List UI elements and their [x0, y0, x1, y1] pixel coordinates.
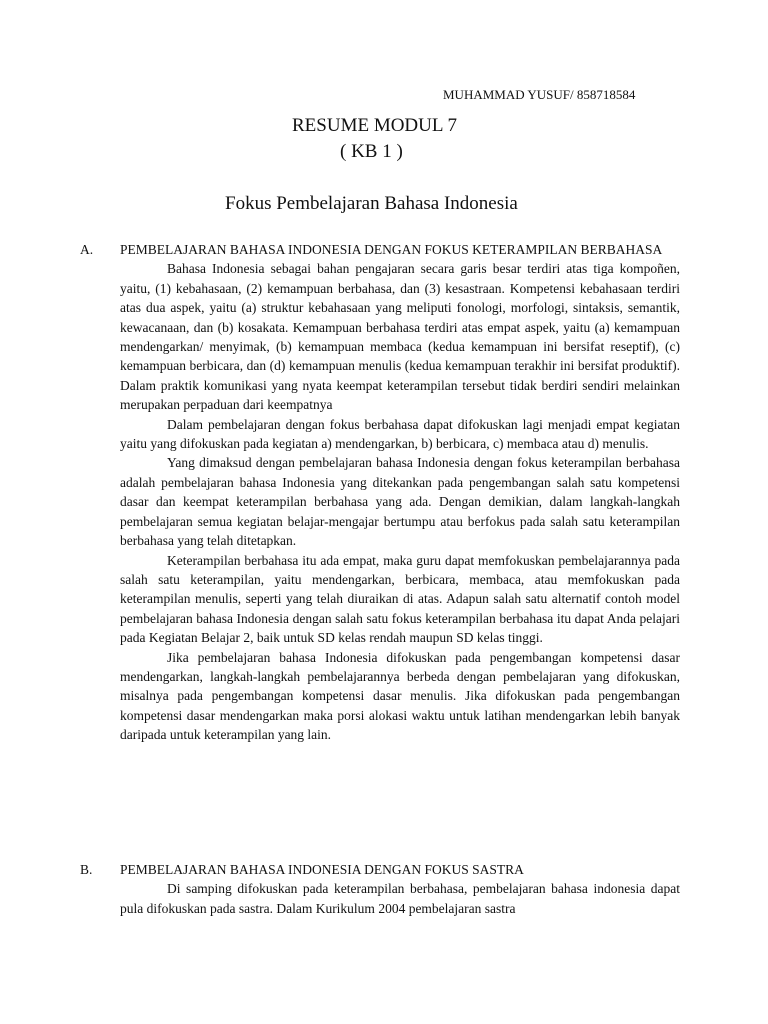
section-heading-text: PEMBELAJARAN BAHASA INDONESIA DENGAN FOKUS KETERAMPILAN BERBAHASA	[120, 242, 663, 257]
paragraph: Di samping difokuskan pada keterampilan berbahasa, pembelajaran bahasa indonesia dapat pula difokuskan pada sastra. Dalam Kurikulum 2004 pembelajaran sastra	[120, 881, 680, 916]
paragraph: Bahasa Indonesia sebagai bahan pengajaran secara garis besar terdiri atas tiga kompoñen, yaitu, (1) kebahasaan, (2) kemampuan berbahasa, dan (3) kesastraan. Kompetensi kebahasaan terdiri atas dua aspek, yaitu (a) struktur kebahasaan yang meliputi fonologi, morfologi, sintaksis, semantik, kewacanaan, dan (b) kosakata. Kemampuan berbahasa terdiri atas empat aspek, yaitu (a) kemampuan mendengarkan/ menyimak, (b) kemampuan membaca (kedua kemampuan ini bersifat reseptif), (c) kemampuan berbicara, dan (d) kemampuan menulis (kedua kemampuan terakhir ini bersifat produktif). Dalam praktik komunikasi yang nyata keempat keterampilan tersebut tidak berdiri sendiri melainkan merupakan perpaduan dari keempatnya	[120, 261, 680, 413]
section-letter: B.	[80, 862, 93, 877]
document-subtitle: ( KB 1 )	[340, 141, 403, 162]
paragraph: Dalam pembelajaran dengan fokus berbahasa dapat difokuskan lagi menjadi empat kegiatan yaitu yang difokuskan pada kegiatan a) mendengarkan, b) berbicara, c) membaca atau d) menulis.	[120, 416, 680, 452]
paragraph: Yang dimaksud dengan pembelajaran bahasa Indonesia dengan fokus keterampilan berbahasa adalah pembelajaran bahasa Indonesia yang ditekankan pada pengembangan salah satu kompetensi dasar dan keempat keterampilan berbahasa yang ada. Dengan demikian, dalam langkah-langkah pembelajaran semua kegiatan belajar-mengajar bertumpu atau berfokus pada salah satu keterampilan berbahasa yang telah ditetapkan.	[120, 455, 680, 549]
topic-heading: Fokus Pembelajaran Bahasa Indonesia	[225, 193, 518, 214]
author-line: MUHAMMAD YUSUF/ 858718584	[443, 87, 636, 102]
section-a	[80, 240, 680, 745]
section-heading-text: PEMBELAJARAN BAHASA INDONESIA DENGAN FOKUS SASTRA	[120, 862, 524, 877]
section-letter: A.	[80, 242, 94, 257]
document-title: RESUME MODUL 7	[292, 115, 458, 136]
section-b	[80, 860, 680, 918]
paragraph: Keterampilan berbahasa itu ada empat, maka guru dapat memfokuskan pembelajarannya pada salah satu keterampilan, yaitu mendengarkan, berbicara, membaca, atau memfokuskan pada keterampilan menulis, seperti yang telah diuraikan di atas. Adapun salah satu alternatif contoh model pembelajaran bahasa Indonesia dengan salah satu fokus keterampilan berbahasa itu dapat Anda pelajari pada Kegiatan Belajar 2, baik untuk SD kelas rendah maupun SD kelas tinggi.	[120, 552, 680, 646]
section-heading	[80, 860, 680, 879]
paragraph: Jika pembelajaran bahasa Indonesia difokuskan pada pengembangan kompetensi dasar mendengarkan, langkah-langkah pembelajarannya berbeda dengan pembelajaran yang difokuskan, misalnya pada pengembangan kompetensi dasar menulis. Jika difokuskan pada pengembangan kompetensi dasar mendengarkan maka porsi alokasi waktu untuk latihan mendengarkan lebih banyak daripada untuk keterampilan yang lain.	[120, 649, 680, 743]
section-heading	[80, 240, 680, 259]
